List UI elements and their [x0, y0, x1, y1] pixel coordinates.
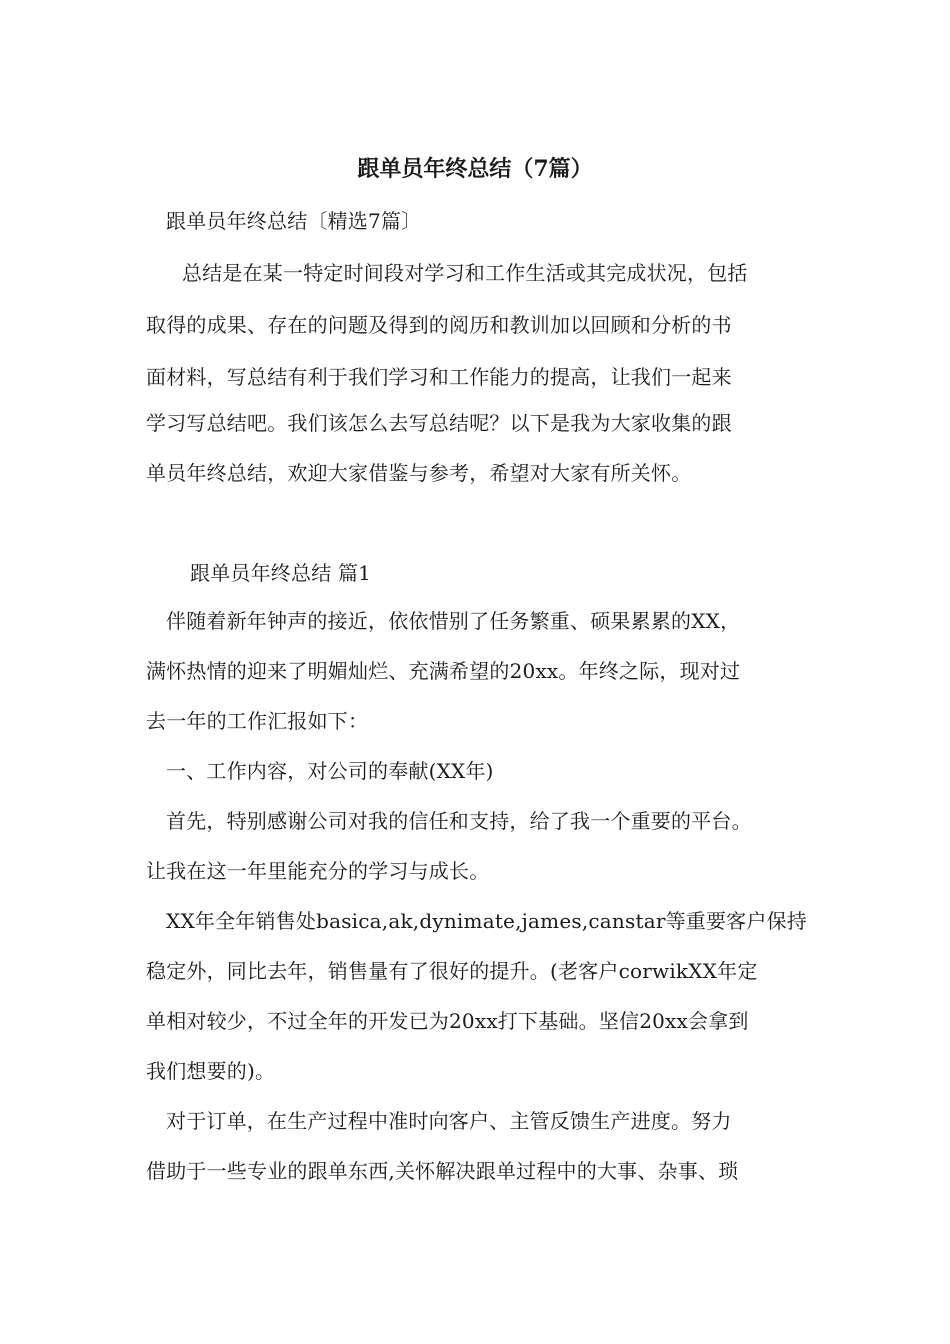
body-line: 首先，特别感谢公司对我的信任和支持，给了我一个重要的平台。: [166, 809, 752, 833]
intro-line: 单员年终总结，欢迎大家借鉴与参考，希望对大家有所关怀。: [146, 461, 692, 485]
body-line: 伴随着新年钟声的接近，依依惜别了任务繁重、硕果累累的XX，: [166, 609, 741, 633]
intro-line: 总结是在某一特定时间段对学习和工作生活或其完成状况，包括: [182, 261, 748, 285]
body-line: 让我在这一年里能充分的学习与成长。: [146, 859, 490, 883]
section-heading: 跟单员年终总结 篇1: [190, 561, 372, 585]
intro-line: 面材料，写总结有利于我们学习和工作能力的提高，让我们一起来: [146, 365, 732, 389]
body-line: 我们想要的)。: [146, 1059, 276, 1083]
body-line: 满怀热情的迎来了明媚灿烂、充满希望的20xx。年终之际，现对过: [146, 659, 741, 683]
document-subtitle: 跟单员年终总结〔精选7篇〕: [166, 209, 422, 233]
body-line: 稳定外，同比去年，销售量有了很好的提升。(老客户corwikXX年定: [146, 959, 758, 983]
body-line: 去一年的工作汇报如下：: [146, 709, 369, 733]
document-title: 跟单员年终总结（7篇）: [357, 156, 593, 182]
body-line: 对于订单，在生产过程中准时向客户、主管反馈生产进度。努力: [166, 1109, 732, 1133]
body-line: 借助于一些专业的跟单东西,关怀解决跟单过程中的大事、杂事、琐: [146, 1159, 739, 1183]
body-line: XX年全年销售处basica,ak,dynimate,james,canstar等重要客户保持: [166, 909, 807, 933]
body-line: 一、工作内容，对公司的奉献(XX年): [166, 759, 494, 783]
intro-line: 学习写总结吧。我们该怎么去写总结呢？以下是我为大家收集的跟: [146, 411, 732, 435]
body-line: 单相对较少，不过全年的开发已为20xx打下基础。坚信20xx会拿到: [146, 1009, 749, 1033]
intro-line: 取得的成果、存在的问题及得到的阅历和教训加以回顾和分析的书: [146, 313, 732, 337]
